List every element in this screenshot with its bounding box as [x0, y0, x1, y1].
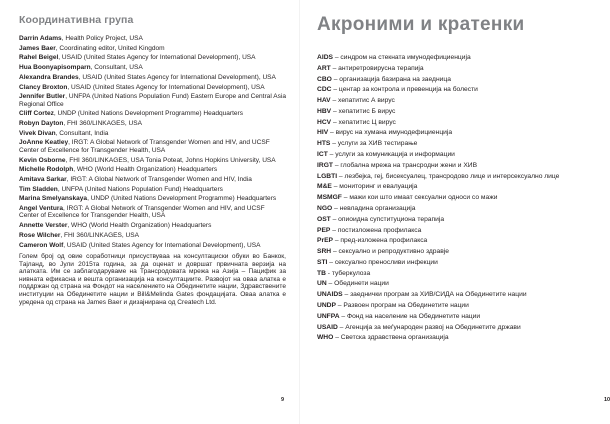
- contributor-affiliation: , USAID (United States Agency for International Development), USA: [58, 54, 256, 62]
- contributor-name: Clancy Broxton: [19, 83, 68, 91]
- contributor-name: Marina Smelyanskaya: [19, 195, 88, 203]
- contributor-item: [19, 205, 286, 220]
- coordination-group-heading: Координативна група: [19, 14, 134, 26]
- acronym-definition: – мониторинг и евалуација: [331, 183, 418, 191]
- contributor-name: Cliff Cortez: [19, 110, 54, 118]
- contributor-affiliation: , WHO (World Health Organization) Headquarters: [67, 222, 212, 230]
- contributor-item: [19, 232, 286, 239]
- contributor-item: [19, 74, 286, 81]
- acronym-definition: – услуги за комуникација и информации: [327, 151, 455, 159]
- contributor-affiliation: , IRGT: A Global Network of Transgender Women and HIV, and UCSF Center of Excellence for Transgender Health, USA: [19, 139, 270, 154]
- acronym-abbreviation: CDC: [317, 86, 332, 94]
- acronym-item: [317, 259, 586, 267]
- acknowledgement-note: Голем број од овие соработници присуствуваа на консултациски обуки во Банкок, Тајланд, во Јули 2015та година, за да оценат и довршат првичната верзија на алатката. Им се заблагодаруваме на Трансродовата мрежа на Азија – Пацифик за нивната ефикасна и вешта организација на консултациите. Развојот на оваа алатка е поддржан од страна на Фондот на населението на Обединетите нации, Здравствените институции на Обединетите нации и Bill&Melinda Gates фондацијата. Оваа алатка е уредена од страна на James Baer и дизајнирана од Createch Ltd.: [19, 252, 286, 306]
- contributor-item: [19, 139, 286, 154]
- contributor-item: [19, 35, 286, 42]
- contributor-affiliation: , IRGT: A Global Network of Transgender Women and HIV, India: [66, 175, 252, 183]
- acronym-item: [317, 86, 586, 94]
- acronym-definition: – Развоен програм на Обединетите нации: [335, 301, 469, 309]
- acronym-abbreviation: USAID: [317, 323, 338, 331]
- contributor-name: Annette Verster: [19, 222, 68, 230]
- acronym-definition: – пред-изложена профилакса: [332, 237, 428, 245]
- acronym-abbreviation: HIV: [317, 129, 329, 137]
- acronym-item: [317, 151, 586, 159]
- acronym-abbreviation: UN: [317, 280, 327, 288]
- page-number-left: 9: [281, 397, 285, 403]
- acronym-abbreviation: WHO: [317, 334, 334, 342]
- acronym-definition: – опиоидна супституциона терапија: [330, 215, 445, 223]
- acronym-item: [317, 302, 586, 310]
- acronyms-heading: Акроними и кратенки: [317, 14, 525, 35]
- contributor-item: [19, 110, 286, 117]
- contributor-item: [19, 45, 286, 52]
- contributor-item: [19, 120, 286, 127]
- acronym-abbreviation: ICT: [317, 151, 328, 159]
- acronym-definition: – центар за контрола и превенција на болести: [331, 86, 478, 94]
- contributor-affiliation: , WHO (World Health Organization) Headquarters: [73, 166, 218, 174]
- acronym-definition: – хепатитис А вирус: [330, 97, 395, 105]
- acronym-item: [317, 65, 586, 73]
- acronym-abbreviation: UNFPA: [317, 312, 340, 320]
- acronym-abbreviation: HAV: [317, 97, 331, 105]
- acronym-abbreviation: UNDP: [317, 301, 336, 309]
- acronym-definition: – хепатитис Ц вирус: [331, 118, 396, 126]
- acronym-abbreviation: HCV: [317, 118, 332, 126]
- contributor-affiliation: , Coordinating editor, United Kingdom: [55, 44, 165, 52]
- acronym-abbreviation: LGBTI: [317, 172, 338, 180]
- acronym-definition: – организација базирана на заедница: [331, 75, 451, 83]
- acronym-list: [317, 54, 586, 342]
- contributor-name: Robyn Dayton: [19, 120, 64, 128]
- acronym-item: [317, 194, 586, 202]
- contributor-item: [19, 93, 286, 108]
- acronym-definition: – вирус на хумана имунодефициенција: [328, 129, 453, 137]
- contributor-item: [19, 64, 286, 71]
- acronym-item: [317, 334, 586, 342]
- contributor-affiliation: , FHI 360/LINKAGES, USA: [63, 120, 142, 128]
- acronym-item: [317, 313, 586, 321]
- acronym-item: [317, 270, 586, 278]
- acronym-item: [317, 324, 586, 332]
- contributor-item: [19, 84, 286, 91]
- contributor-name: Amitava Sarkar: [19, 175, 67, 183]
- acronym-item: [317, 205, 586, 213]
- contributor-affiliation: , UNFPA (United Nations Population Fund) Headquarters: [57, 185, 223, 193]
- acronym-abbreviation: PEP: [317, 226, 331, 234]
- acronym-abbreviation: CBO: [317, 75, 332, 83]
- contributor-item: [19, 222, 286, 229]
- acronym-definition: – сексуално преносливи инфекции: [327, 258, 438, 266]
- acronym-definition: – Обединети нации: [326, 280, 389, 288]
- contributor-list: [19, 35, 286, 249]
- acronym-item: [317, 280, 586, 288]
- contributor-name: Michelle Rodolph: [19, 166, 74, 174]
- acronym-definition: – заеднички програм за ХИВ/СИДА на Обединетите нации: [342, 291, 527, 299]
- acronym-item: [317, 183, 586, 191]
- acronym-abbreviation: OST: [317, 215, 331, 223]
- acronym-abbreviation: HBV: [317, 107, 332, 115]
- contributor-name: Jennifer Butler: [19, 93, 66, 101]
- contributor-name: Hua Boonyapisomparn: [19, 64, 91, 72]
- acronym-abbreviation: HTS: [317, 140, 331, 148]
- page-number-right: 10: [604, 397, 610, 403]
- acronym-definition: – невладина организација: [332, 204, 416, 212]
- acronym-definition: – хепатитис Б вирус: [331, 107, 396, 115]
- contributor-item: [19, 130, 286, 137]
- contributor-name: Cameron Wolf: [19, 241, 64, 249]
- acronym-item: [317, 54, 586, 62]
- contributor-name: JoAnne Keatley: [19, 139, 69, 147]
- acronym-item: [317, 162, 586, 170]
- acronym-abbreviation: SRH: [317, 248, 332, 256]
- acronym-abbreviation: IRGT: [317, 161, 333, 169]
- acronym-abbreviation: M&E: [317, 183, 332, 191]
- acronym-item: [317, 248, 586, 256]
- acronym-abbreviation: PrEP: [317, 237, 333, 245]
- contributor-name: Darrin Adams: [19, 35, 62, 42]
- contributor-affiliation: , UNDP (United Nations Development Programme) Headquarters: [53, 110, 244, 118]
- acronym-abbreviation: TB: [317, 269, 326, 277]
- contributor-affiliation: , Health Policy Project, USA: [61, 35, 143, 42]
- contributor-name: Kevin Osborne: [19, 156, 66, 164]
- contributor-affiliation: , UNFPA (United Nations Population Fund) Eastern Europe and Central Asia Regional Office: [19, 93, 286, 108]
- acronym-definition: – Агенција за меѓународен развој на Обединетите држави: [337, 323, 521, 331]
- contributor-affiliation: , Consultant, USA: [90, 64, 143, 72]
- contributor-name: Rahel Beigel: [19, 54, 59, 62]
- contributor-affiliation: , FHI 360/LINKAGES, USA Tonia Poteat, Johns Hopkins University, USA: [65, 156, 276, 164]
- acronym-definition: – глобална мрежа на трансродни жени и ХИВ: [332, 161, 478, 169]
- contributor-item: [19, 242, 286, 249]
- contributor-item: [19, 54, 286, 61]
- contributor-name: Rose Wilcher: [19, 231, 61, 239]
- contributor-name: James Baer: [19, 44, 56, 52]
- acronym-definition: – услуги за ХИВ тестирање: [330, 140, 418, 148]
- contributor-name: Alexandra Brandes: [19, 73, 79, 81]
- acronym-item: [317, 119, 586, 127]
- contributor-item: [19, 186, 286, 193]
- acronym-abbreviation: STI: [317, 258, 328, 266]
- acronym-abbreviation: AIDS: [317, 54, 333, 61]
- acronym-abbreviation: NGO: [317, 204, 333, 212]
- contributor-name: Angel Ventura: [19, 205, 64, 213]
- acronym-definition: – мажи кои што имаат сексуални односи со мажи: [341, 194, 498, 202]
- contributor-affiliation: , UNDP (United Nations Development Programme) Headquarters: [87, 195, 277, 203]
- contributor-name: Tim Sladden: [19, 185, 58, 193]
- contributor-name: Vivek Divan: [19, 129, 56, 137]
- acronym-item: [317, 108, 586, 116]
- acronym-definition: – синдром на стекната имунодефициенција: [332, 54, 471, 61]
- acronym-item: [317, 97, 586, 105]
- acronym-definition: – Светска здравствена организација: [333, 334, 449, 342]
- acronym-definition: – постизложена профилакса: [330, 226, 422, 234]
- contributor-affiliation: , USAID (United States Agency for International Development), USA: [78, 73, 276, 81]
- acronym-definition: - туберкулоза: [325, 269, 371, 277]
- acronym-definition: – лезбејка, геј, бисексуалец, трансродово лице и интерсексуално лице: [337, 172, 560, 180]
- acronym-item: [317, 129, 586, 137]
- acronym-definition: – сексуално и репродуктивно здравје: [331, 248, 449, 256]
- acronym-abbreviation: MSMGF: [317, 194, 342, 202]
- acronym-definition: – антиретровирусна терапија: [330, 64, 424, 72]
- contributor-item: [19, 157, 286, 164]
- acronym-item: [317, 216, 586, 224]
- acronym-definition: – Фонд на население на Обединетите нации: [339, 312, 481, 320]
- contributor-item: [19, 166, 286, 173]
- contributor-affiliation: , USAID (United States Agency for International Development), USA: [63, 241, 261, 249]
- acronym-item: [317, 140, 586, 148]
- contributor-affiliation: , FHI 360/LINKAGES, USA: [60, 231, 140, 239]
- left-page: [0, 0, 300, 424]
- acronym-item: [317, 237, 586, 245]
- contributor-affiliation: , Consultant, India: [55, 129, 109, 137]
- right-page: [300, 0, 610, 424]
- contributor-item: [19, 176, 286, 183]
- contributor-item: [19, 195, 286, 202]
- acronym-item: [317, 173, 586, 181]
- acronym-item: [317, 76, 586, 84]
- contributor-affiliation: , IRGT: A Global Network of Transgender Women and HIV, and UCSF Center of Excellence for Transgender Health, USA: [19, 205, 265, 220]
- acronym-abbreviation: ART: [317, 64, 331, 72]
- contributor-affiliation: , USAID (United States Agency for International Development), USA: [67, 83, 265, 91]
- acronym-item: [317, 291, 586, 299]
- acronym-item: [317, 227, 586, 235]
- acronym-abbreviation: UNAIDS: [317, 291, 343, 299]
